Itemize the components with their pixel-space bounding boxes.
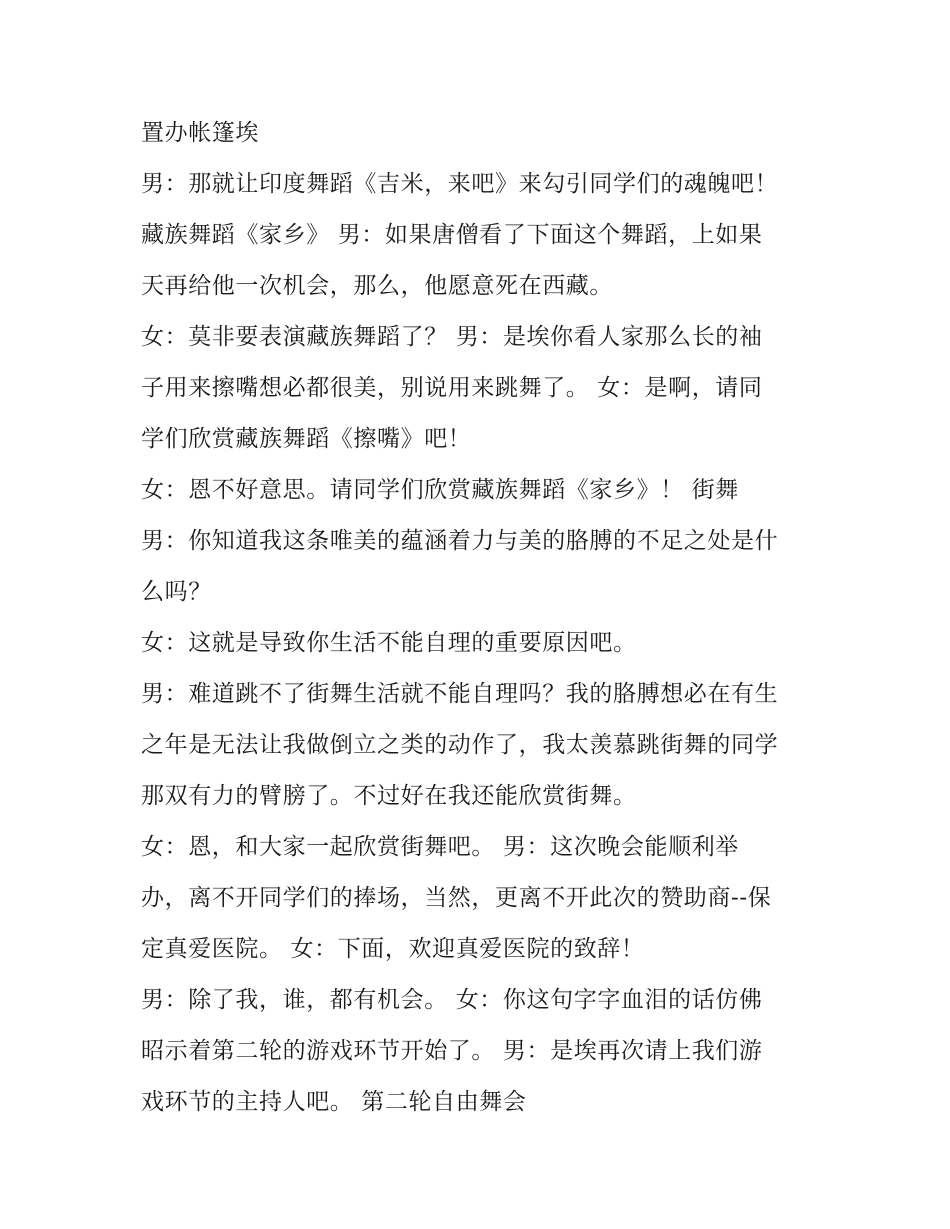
text-line: 昭示着第二轮的游戏环节开始了。 男：是埃再次请上我们游 [141,1038,763,1064]
text-line: 女：这就是导致你生活不能自理的重要原因吧。 [141,630,637,656]
text-line: 办，离不开同学们的捧场，当然，更离不开此次的赞助商--保 [141,885,772,911]
text-line: 藏族舞蹈《家乡》 男：如果唐僧看了下面这个舞蹈，上如果 [141,222,763,248]
text-line: 么吗？ [141,579,212,605]
document-body [141,108,821,1128]
text-line: 女：莫非要表演藏族舞蹈了？ 男：是埃你看人家那么长的袖 [141,324,763,350]
text-line: 女：恩不好意思。请同学们欣赏藏族舞蹈《家乡》！ 街舞 [141,477,739,503]
text-line: 女：恩，和大家一起欣赏街舞吧。 男：这次晚会能顺利举 [141,834,739,860]
text-line: 男：难道跳不了街舞生活就不能自理吗？我的胳膊想必在有生 [141,681,779,707]
text-line: 戏环节的主持人吧。 第二轮自由舞会 [141,1089,527,1115]
text-line: 男：那就让印度舞蹈《吉米，来吧》来勾引同学们的魂魄吧！ [141,171,779,197]
text-line: 子用来擦嘴想必都很美，别说用来跳舞了。 女：是啊，请同 [141,375,763,401]
text-line: 置办帐篷埃 [141,120,259,146]
text-line: 定真爱医院。 女：下面，欢迎真爱医院的致辞！ [141,936,645,962]
text-line: 男：除了我，谁，都有机会。 女：你这句字字血泪的话仿佛 [141,987,763,1013]
text-line: 那双有力的臂膀了。不过好在我还能欣赏街舞。 [141,783,637,809]
text-line: 学们欣赏藏族舞蹈《擦嘴》吧！ [141,426,472,452]
text-line: 天再给他一次机会，那么，他愿意死在西藏。 [141,273,613,299]
text-line: 男：你知道我这条唯美的蕴涵着力与美的胳膊的不足之处是什 [141,528,779,554]
text-line: 之年是无法让我做倒立之类的动作了，我太羡慕跳街舞的同学 [141,732,779,758]
